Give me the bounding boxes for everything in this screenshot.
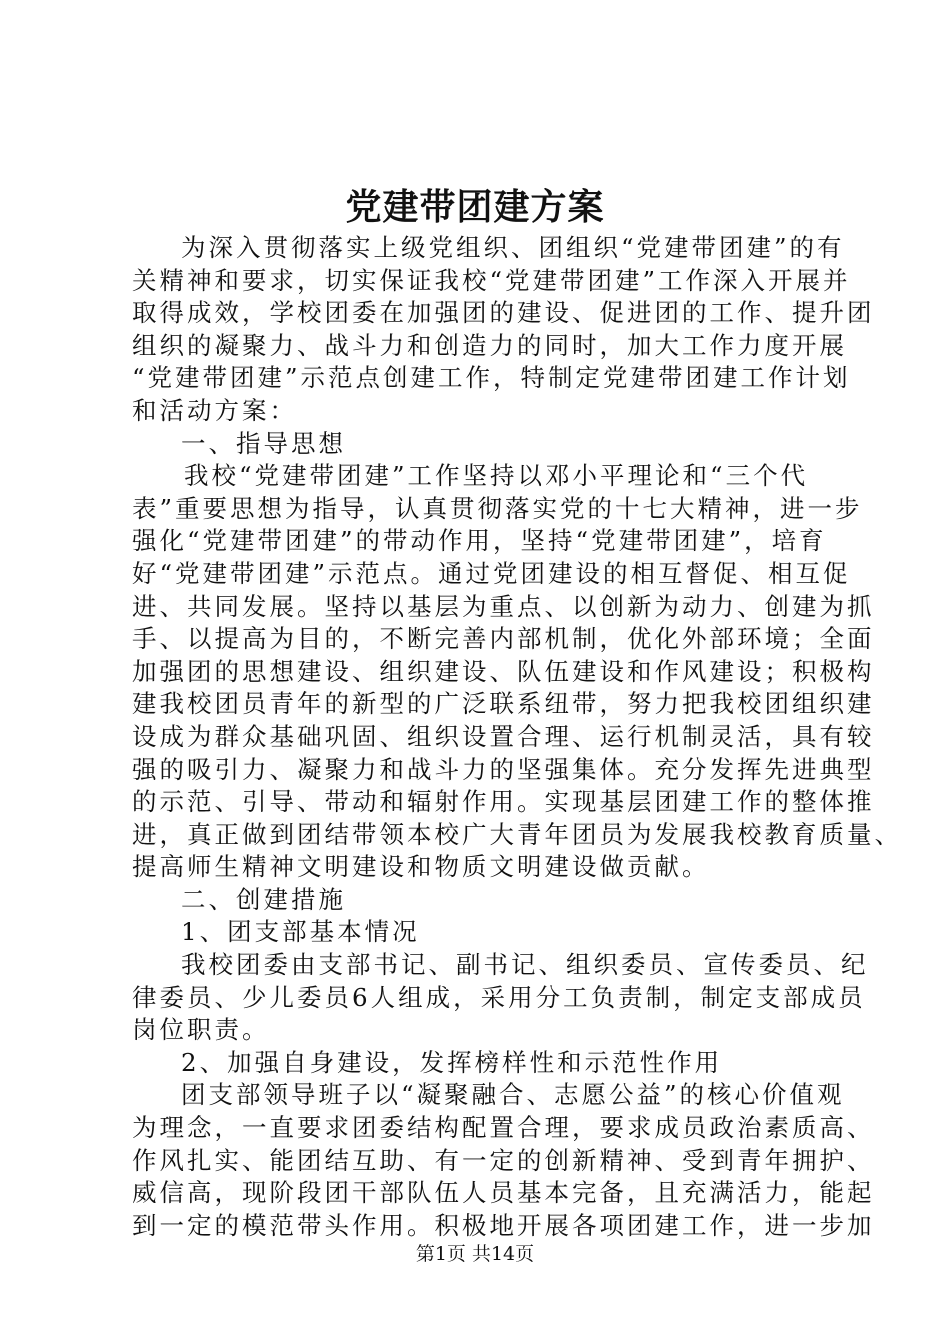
body-line: 为深入贯彻落实上级党组织、团组织“党建带团建”的有 — [181, 233, 845, 262]
body-line: 表”重要思想为指导，认真贯彻落实党的十七大精神，进一步 — [132, 493, 863, 523]
body-line: “党建带团建”示范点创建工作，特制定党建带团建工作计划 — [132, 363, 851, 393]
body-line: 我校“党建带团建”工作坚持以邓小平理论和“三个代 — [184, 461, 809, 491]
body-line: 组织的凝聚力、战斗力和创造力的同时，加大工作力度开展 — [132, 330, 847, 360]
body-line: 威信高，现阶段团干部队伍人员基本完备，且充满活力，能起 — [132, 1178, 875, 1208]
body-line: 的示范、引导、带动和辐射作用。实现基层团建工作的整体推 — [132, 787, 875, 817]
section-heading: 二、创建措施 — [181, 884, 346, 914]
body-line: 作风扎实、能团结互助、有一定的创新精神、受到青年拥护、 — [132, 1145, 875, 1175]
page-number-footer: 第1页 共14页 — [415, 1243, 535, 1265]
body-line: 提高师生精神文明建设和物质文明建设做贡献。 — [132, 852, 710, 882]
subsection-heading: 1、团支部基本情况 — [181, 917, 420, 947]
body-line: 到一定的模范带头作用。积极地开展各项团建工作，进一步加 — [132, 1210, 875, 1240]
body-line: 好“党建带团建”示范点。通过党团建设的相互督促、相互促 — [132, 558, 851, 588]
document-title: 党建带团建方案 — [345, 186, 605, 228]
body-line: 律委员、少儿委员6人组成，采用分工负责制，制定支部成员 — [132, 982, 866, 1012]
body-line: 关精神和要求，切实保证我校“党建带团建”工作深入开展并 — [132, 265, 851, 295]
body-line: 强化“党建带团建”的带动作用，坚持“党建带团建”，培育 — [132, 526, 827, 556]
section-heading: 一、指导思想 — [181, 428, 346, 458]
body-line: 和活动方案： — [132, 395, 297, 425]
body-line: 强的吸引力、凝聚力和战斗力的坚强集体。充分发挥先进典型 — [132, 754, 875, 784]
document-body — [132, 232, 902, 1242]
subsection-heading: 2、加强自身建设，发挥榜样性和示范性作用 — [181, 1047, 723, 1077]
body-line: 进、共同发展。坚持以基层为重点、以创新为动力、创建为抓 — [132, 591, 875, 621]
body-line: 岗位职责。 — [132, 1015, 270, 1045]
body-line: 我校团委由支部书记、副书记、组织委员、宣传委员、纪 — [181, 950, 869, 980]
body-line: 为理念，一直要求团委结构配置合理，要求成员政治素质高、 — [132, 1113, 875, 1143]
body-line: 设成为群众基础巩固、组织设置合理、运行机制灵活，具有较 — [132, 721, 875, 751]
body-line: 加强团的思想建设、组织建设、队伍建设和作风建设；积极构 — [132, 656, 875, 686]
body-line: 团支部领导班子以“凝聚融合、志愿公益”的核心价值观 — [181, 1080, 845, 1110]
body-line: 手、以提高为目的，不断完善内部机制，优化外部环境；全面 — [132, 624, 875, 654]
body-line: 取得成效，学校团委在加强团的建设、促进团的工作、提升团 — [132, 298, 875, 328]
body-line: 进，真正做到团结带领本校广大青年团员为发展我校教育质量、 — [132, 819, 902, 849]
body-line: 建我校团员青年的新型的广泛联系纽带，努力把我校团组织建 — [132, 689, 875, 719]
